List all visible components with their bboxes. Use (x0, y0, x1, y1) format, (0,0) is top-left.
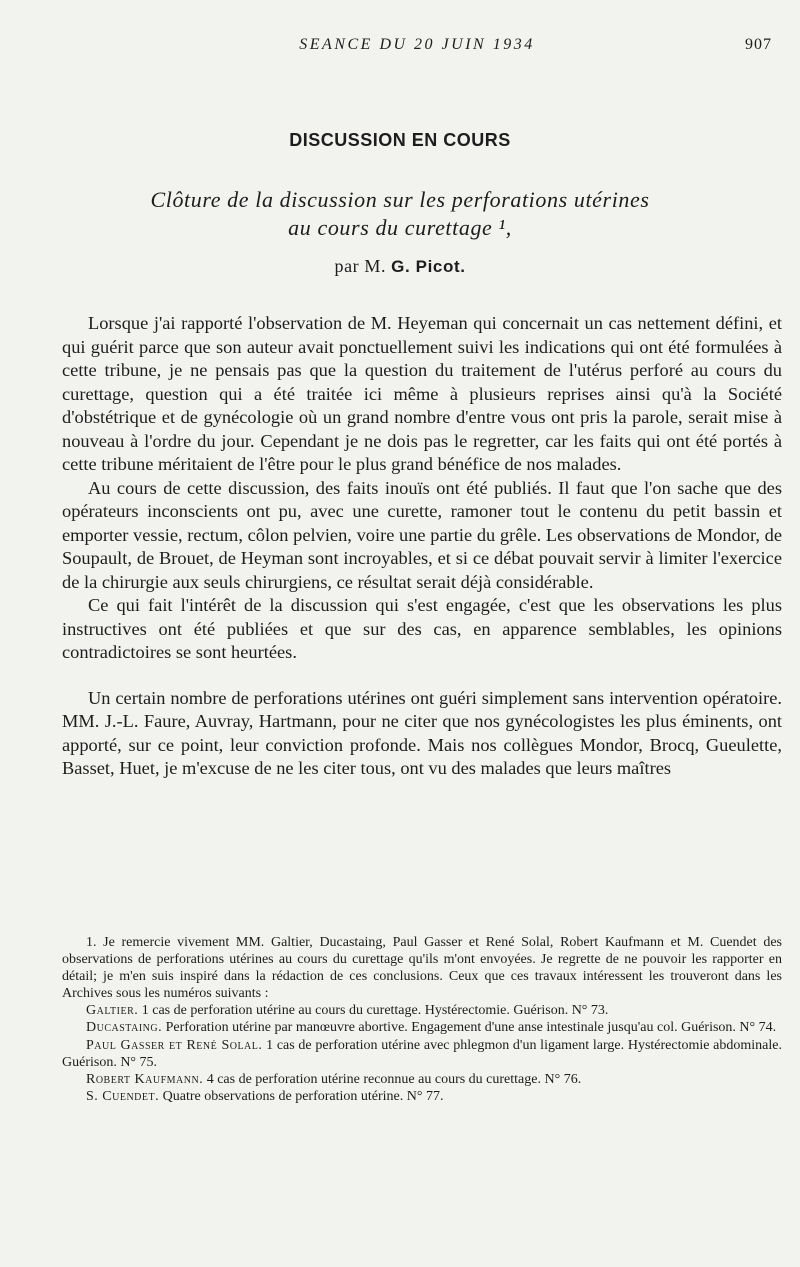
byline-author: G. Picot. (391, 257, 466, 276)
article-title-line-2: au cours du curettage ¹, (288, 215, 512, 240)
paragraph: Au cours de cette discussion, des faits inouïs ont été publiés. Il faut que l'on sache que des opérateurs inconscients ont pu, avec une curette, ramoner tout le contenu du petit bassin et emporter vessie, rectum, côlon pelvien, voire une partie du grêle. Les observations de Mondor, de Soupault, de Brouet, de Heyman sont incroyables, et si ce débat pouvait servir à limiter l'exercice de la chirurgie aux seuls chirurgiens, ce résultat serait déjà considérable. (62, 477, 782, 592)
footnote-text: 1 cas de perforation utérine au cours du curettage. Hystérectomie. Guérison. N° 73. (138, 1003, 609, 1019)
footnotes (62, 934, 782, 1105)
footnote-entry (62, 1037, 782, 1071)
footnote-entry (62, 1002, 782, 1019)
running-title: SEANCE DU 20 JUIN 1934 (299, 36, 535, 53)
page-number: 907 (745, 36, 772, 53)
footnote-intro: 1. Je remercie vivement MM. Galtier, Ducastaing, Paul Gasser et René Solal, Robert Kaufmann et M. Cuendet des observations de perforations utérines au cours du curettage qu'ils m'ont envoyées. Je regrette de ne pouvoir les rapporter en détail; je m'en suis inspiré dans la rédaction de ces conclusions. Ceux que ces travaux intéressent les trouveront dans les Archives sous les numéros suivants : (62, 935, 782, 1002)
footnote-entry (62, 1071, 782, 1088)
footnote-author: S. Cuendet. (86, 1088, 160, 1104)
footnote-author: Ducastaing. (86, 1020, 163, 1036)
footnote-text: Perforation utérine par manœuvre abortive. Engagement d'une anse intestinale jusqu'au col. Guérison. N° 74. (162, 1020, 777, 1036)
article-title (70, 186, 730, 242)
footnote-text: 4 cas de perforation utérine reconnue au cours du curettage. N° 76. (203, 1071, 582, 1087)
running-head (62, 36, 772, 60)
footnote-text: 1 cas de perforation utérine avec phlegmon d'un ligament large. Hystérectomie abdominale. Guérison. N° 75. (62, 1037, 782, 1070)
footnote-author: Robert Kaufmann. (86, 1071, 204, 1087)
byline (0, 256, 800, 277)
footnote-entry (62, 1019, 782, 1036)
paragraph: Ce qui fait l'intérêt de la discussion qui s'est engagée, c'est que les observations les plus instructives ont été publiées et que sur des cas, en apparence semblables, les opinions contradictoires se sont heurtées. (62, 595, 782, 662)
article-title-line-1: Clôture de la discussion sur les perforations utérines (150, 187, 650, 212)
footnote-text: Quatre observations de perforation utérine. N° 77. (159, 1088, 444, 1104)
paragraph: Lorsque j'ai rapporté l'observation de M. Heyeman qui concernait un cas nettement défini, et qui guérit parce que son auteur avait ponctuellement suivi les indications qui ont été formulées à cette tribune, je ne pensais pas que la question du traitement de l'utérus perforé au cours du curettage, question qui a été traitée ici même à plusieurs reprises ainsi qu'à la Société d'obstétrique et de gynécologie où un grand nombre d'entre vous ont pris la parole, serait mise à nouveau à l'ordre du jour. Cependant je ne dois pas le regretter, car les faits qui ont été portés à cette tribune méritaient de l'être pour le plus grand bénéfice de nos malades. (62, 313, 782, 474)
paragraph: Un certain nombre de perforations utérines ont guéri simplement sans intervention opératoire. MM. J.-L. Faure, Auvray, Hartmann, pour ne citer que nos gynécologistes les plus éminents, ont apporté, sur ce point, leur conviction profonde. Mais nos collègues Mondor, Brocq, Gueulette, Basset, Huet, je m'excuse de ne les citer tous, ont vu des malades que leurs maîtres (62, 687, 782, 778)
footnote-author: Paul Gasser et René Solal. (86, 1037, 263, 1053)
byline-prefix: par M. (334, 256, 387, 276)
section-heading: DISCUSSION EN COURS (289, 130, 511, 150)
footnote-author: Galtier. (86, 1003, 139, 1019)
footnote-entry (62, 1088, 782, 1105)
article-body (62, 312, 782, 781)
